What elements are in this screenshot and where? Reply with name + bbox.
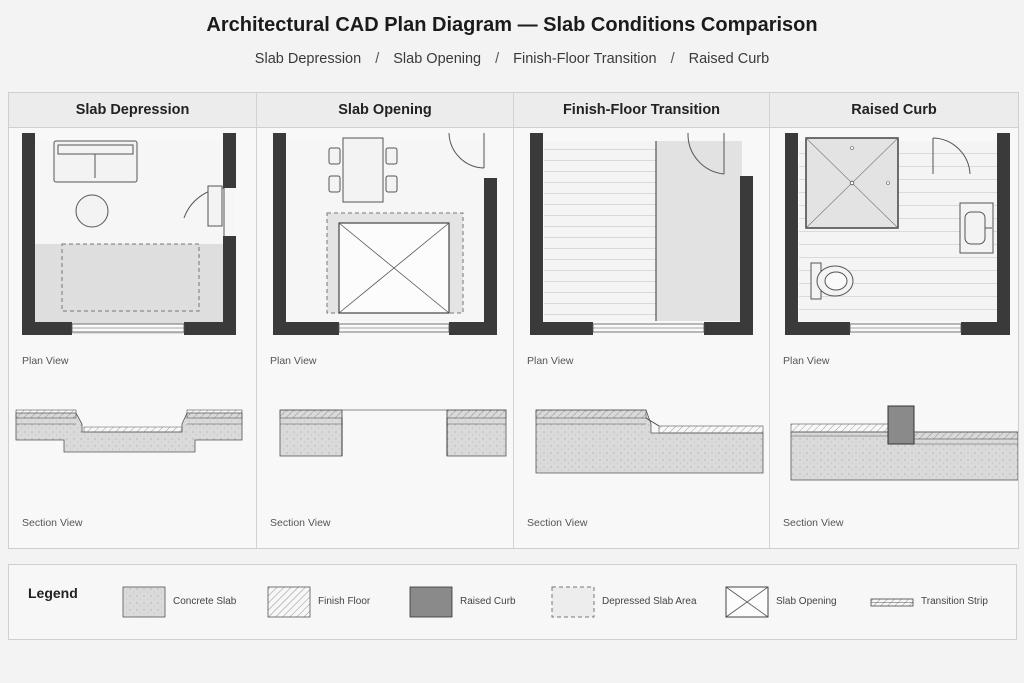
- subtitle-separator: /: [670, 51, 675, 67]
- slab-opening-mark: [339, 223, 449, 313]
- wall-left: [273, 133, 286, 335]
- wall-left: [22, 133, 35, 335]
- plan-view-label: Plan View: [22, 355, 69, 367]
- plan-view-drawing: [785, 133, 1010, 335]
- plan-view-label: Plan View: [783, 355, 830, 367]
- finish-floor-transition-drawing: [514, 128, 769, 548]
- wall-right-upper: [223, 133, 236, 188]
- panel-raised-curb: [770, 93, 1018, 548]
- wall-right-lower: [223, 236, 236, 335]
- page-subtitle: [0, 51, 1024, 67]
- dashed-swatch: [552, 587, 594, 617]
- section-view-drawing: [280, 410, 506, 456]
- section-view-drawing: [16, 410, 242, 452]
- plan-view-label: Plan View: [270, 355, 317, 367]
- panels-container: [8, 92, 1019, 549]
- raised-curb-drawing: [770, 128, 1018, 548]
- panel-title: Raised Curb: [770, 93, 1018, 128]
- plan-view-drawing: [273, 133, 497, 335]
- subtitle-item-finish-floor-transition: Finish-Floor Transition: [513, 51, 657, 67]
- section-view-drawing: [536, 410, 763, 473]
- raised-curb-mark: [888, 406, 914, 444]
- plan-view-label: Plan View: [527, 355, 574, 367]
- x-box-swatch: [726, 587, 768, 617]
- panel-title: Slab Depression: [9, 93, 256, 128]
- legend-label-raised-curb: Raised Curb: [460, 596, 516, 607]
- subtitle-item-slab-opening: Slab Opening: [393, 51, 482, 67]
- slab-opening-drawing: [257, 128, 513, 548]
- section-view-drawing: [791, 406, 1018, 480]
- concrete-swatch: [123, 587, 165, 617]
- subtitle-separator: /: [495, 51, 500, 67]
- section-view-label: Section View: [783, 517, 844, 529]
- panel-slab-depression: [9, 93, 257, 548]
- sink-icon: [960, 203, 993, 253]
- shower-icon: [806, 138, 898, 228]
- hatch-swatch: [268, 587, 310, 617]
- wall-right: [484, 178, 497, 335]
- panel-title: Slab Opening: [257, 93, 513, 128]
- round-table-icon: [76, 195, 108, 227]
- curb-swatch: [410, 587, 452, 617]
- legend-label-depressed-slab-area: Depressed Slab Area: [602, 596, 697, 607]
- strip-swatch: [871, 599, 913, 606]
- legend: [8, 564, 1017, 640]
- wall-right: [740, 176, 753, 335]
- subtitle-item-slab-depression: Slab Depression: [254, 51, 362, 67]
- slab-depression-drawing: [9, 128, 256, 548]
- panel-slab-opening: [257, 93, 514, 548]
- plan-view-drawing: [530, 133, 753, 335]
- subtitle-item-raised-curb: Raised Curb: [688, 51, 770, 67]
- subtitle-separator: /: [375, 51, 380, 67]
- wall-right: [997, 133, 1010, 335]
- plan-view-drawing: [22, 133, 236, 335]
- sofa-icon: [54, 141, 137, 182]
- section-view-label: Section View: [527, 517, 588, 529]
- legend-title: Legend: [28, 585, 78, 601]
- panel-finish-floor-transition: [514, 93, 770, 548]
- wall-left: [530, 133, 543, 335]
- legend-label-finish-floor: Finish Floor: [318, 596, 371, 607]
- legend-label-transition-strip: Transition Strip: [921, 596, 988, 607]
- legend-label-slab-opening: Slab Opening: [776, 596, 837, 607]
- section-view-label: Section View: [22, 517, 83, 529]
- legend-label-concrete-slab: Concrete Slab: [173, 596, 237, 607]
- page-title: Architectural CAD Plan Diagram — Slab Conditions Comparison: [206, 14, 818, 36]
- wall-left: [785, 133, 798, 335]
- section-view-label: Section View: [270, 517, 331, 529]
- panel-title: Finish-Floor Transition: [514, 93, 769, 128]
